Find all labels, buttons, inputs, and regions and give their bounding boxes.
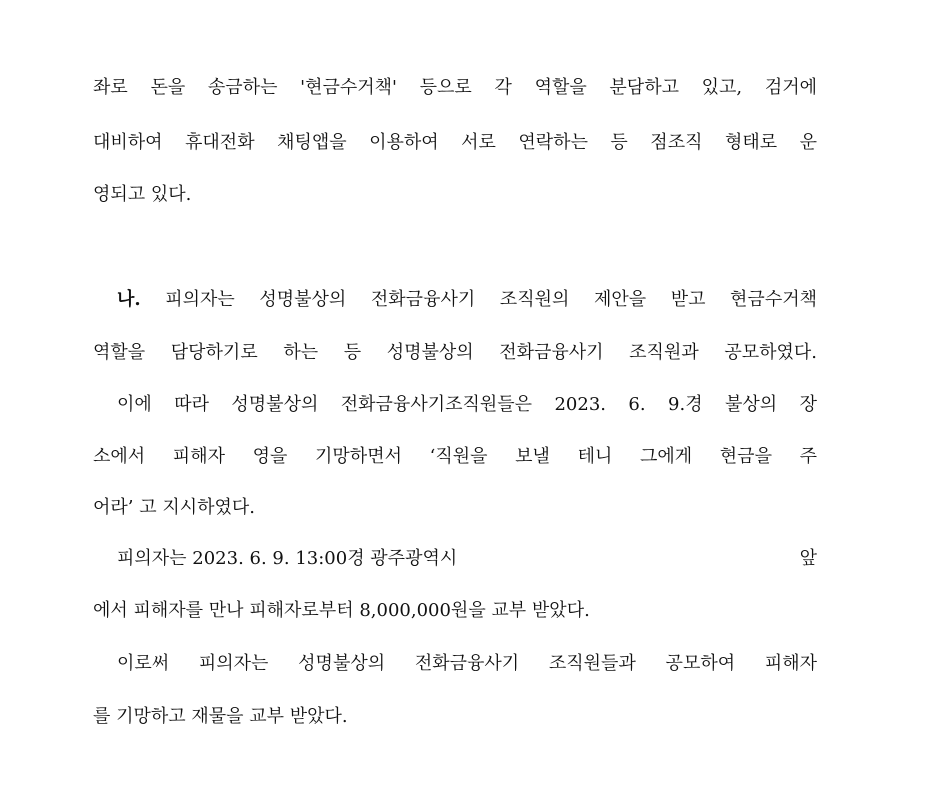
paragraph-line: 소에서 피해자 영을 기망하면서 ‘직원을 보낼 테니 그에게 현금을 주 — [93, 446, 817, 467]
paragraph-text: 피의자는 성명불상의 전화금융사기 조직원의 제안을 받고 현금수거책 — [165, 289, 817, 310]
section-na-line — [117, 287, 817, 313]
paragraph-text-right: 앞 — [799, 548, 817, 569]
paragraph-line: 를 기망하고 재물을 교부 받았다. — [93, 706, 348, 727]
section-label: 나. — [117, 289, 141, 310]
paragraph-text: 피의자는 2023. 6. 9. 13:00경 광주광역시 — [117, 548, 458, 569]
paragraph-line: 영되고 있다. — [93, 184, 192, 205]
paragraph-line: 어라’ 고 지시하였다. — [93, 497, 255, 518]
paragraph-line: 이에 따라 성명불상의 전화금융사기조직원들은 2023. 6. 9.경 불상의 장 — [117, 394, 817, 415]
paragraph-line — [117, 546, 817, 572]
paragraph-line: 이로써 피의자는 성명불상의 전화금융사기 조직원들과 공모하여 피해자 — [117, 653, 817, 674]
paragraph-line: 좌로 돈을 송금하는 '현금수거책' 등으로 각 역할을 분담하고 있고, 검거에 — [93, 77, 817, 98]
paragraph-line: 에서 피해자를 만나 피해자로부터 8,000,000원을 교부 받았다. — [93, 600, 590, 621]
paragraph-line: 역할을 담당하기로 하는 등 성명불상의 전화금융사기 조직원과 공모하였다. — [93, 342, 817, 363]
paragraph-line: 대비하여 휴대전화 채팅앱을 이용하여 서로 연락하는 등 점조직 형태로 운 — [93, 132, 817, 153]
